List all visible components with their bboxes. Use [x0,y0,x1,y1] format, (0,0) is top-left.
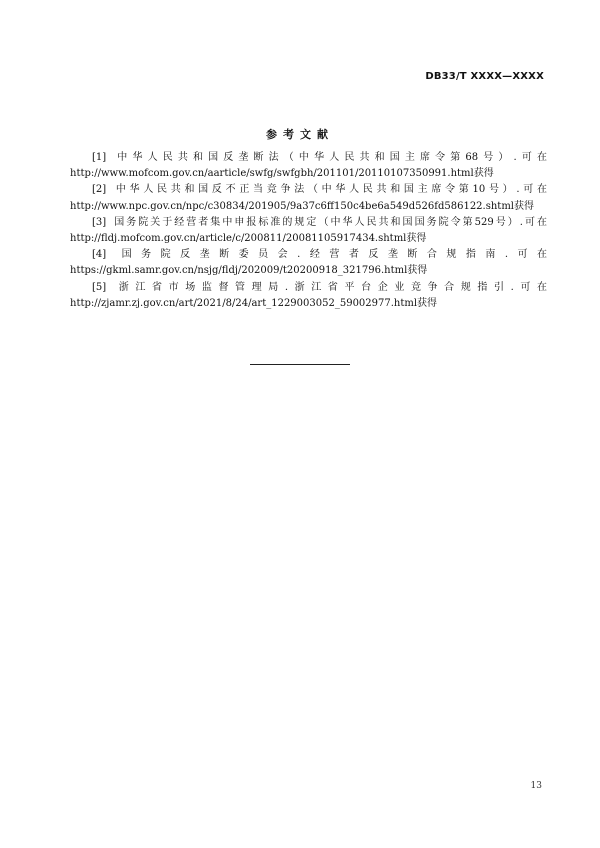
reference-item [70,247,547,279]
reference-id: [4] [92,249,107,261]
page-number: 13 [530,781,542,791]
reference-item [70,215,547,247]
section-title: 参考文献 [266,128,334,141]
reference-id: [2] [92,184,107,196]
header-standard-code: DB33/T XXXX—XXXX [425,71,544,82]
reference-text: 国务院反垄断委员会.经营者反垄断合规指南.可在 [112,249,547,261]
reference-url[interactable]: http://www.mofcom.gov.cn/aarticle/swfg/swfgbh/201101/20110107350991.html获得 [70,168,494,180]
reference-text: 中华人民共和国反垄断法（中华人民共和国主席令第68号）.可在 [112,152,547,163]
reference-url[interactable]: https://gkml.samr.gov.cn/nsjg/fldj/202009/t20200918_321796.html获得 [70,265,428,277]
reference-url[interactable]: http://fldj.mofcom.gov.cn/article/c/200811/20081105917434.shtml获得 [70,233,427,245]
end-rule [250,364,350,365]
reference-first-line [92,247,547,263]
reference-item [70,280,547,312]
reference-first-line [92,280,547,296]
reference-first-line [92,150,547,166]
reference-first-line [92,215,547,231]
reference-text: 中华人民共和国反不正当竞争法（中华人民共和国主席令第10号）.可在 [112,184,547,196]
reference-text: 浙江省市场监督管理局.浙江省平台企业竞争合规指引.可在 [112,281,547,293]
reference-list [70,150,547,312]
reference-text: 国务院关于经营者集中申报标准的规定（中华人民共和国国务院令第529号）.可在 [112,216,547,228]
reference-first-line [92,182,547,198]
reference-url[interactable]: http://zjamr.zj.gov.cn/art/2021/8/24/art_1229003052_59002977.html获得 [70,297,438,309]
reference-id: [1] [92,152,107,163]
reference-item [70,150,547,182]
reference-item [70,182,547,214]
reference-id: [5] [92,281,107,293]
reference-url[interactable]: http://www.npc.gov.cn/npc/c30834/201905/9a37c6ff150c4be6a549d526fd586122.shtml获得 [70,200,534,212]
reference-id: [3] [92,216,107,228]
